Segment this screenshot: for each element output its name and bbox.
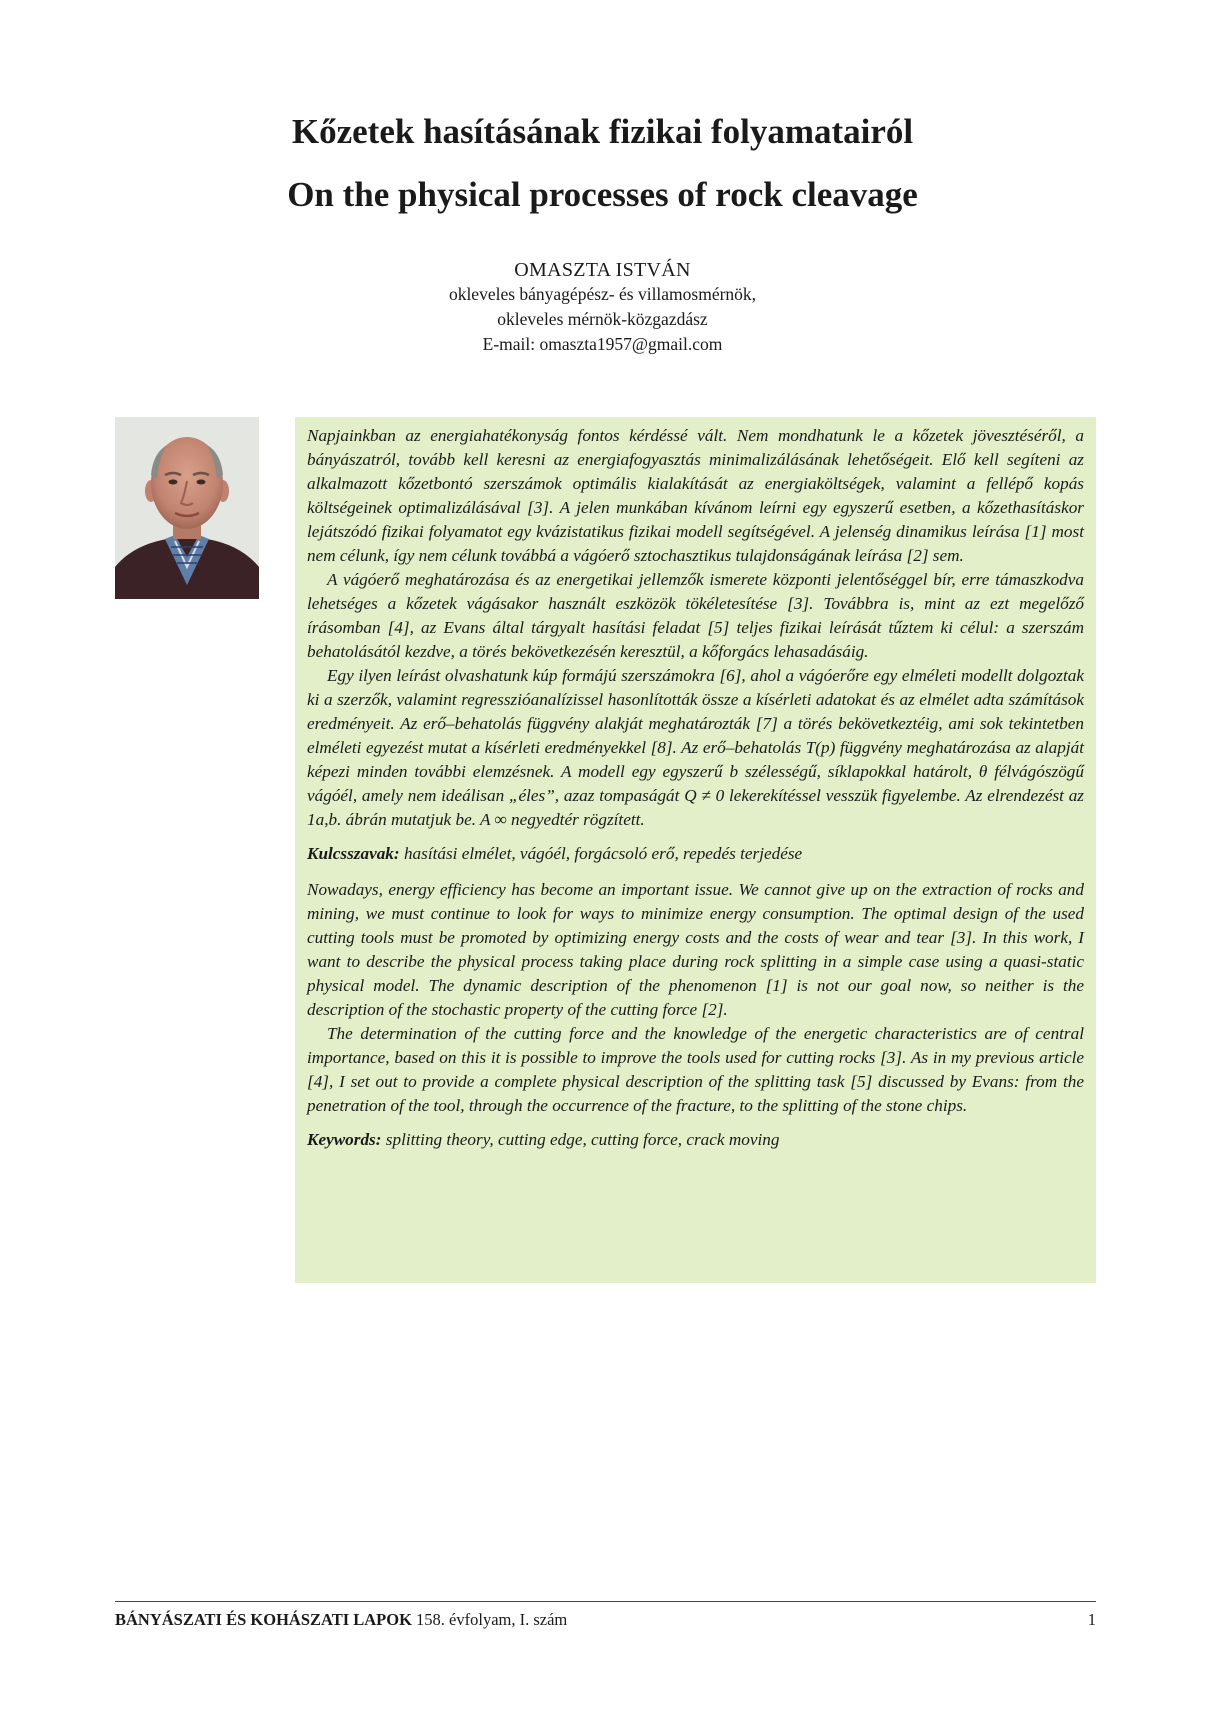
abstract-en-paragraph-2: The determination of the cutting force and the knowledge of the energetic characteristics are of central importance, based on this it is possible to improve the tools used for cutting rocks [3]. As in my previous article [4], I set out to provide a complete physical description of the splitting task [5] discussed by Evans: from the penetration of the tool, through the occurrence of the fracture, to the splitting of the stone chips. bbox=[307, 1024, 1084, 1115]
page-number: 1 bbox=[1087, 1610, 1096, 1629]
author-degree-2: okleveles mérnök-közgazdász bbox=[497, 309, 708, 329]
abstract-en-paragraph-1: Nowadays, energy efficiency has become an important issue. We cannot give up on the extraction of rocks and mining, we must continue to look for ways to minimize energy consumption. The optimal design of the used cutting tools must be promoted by optimizing energy costs and the costs of wear and tear [3]. In this work, I want to describe the physical process taking place during rock splitting in a simple case using a quasi-static physical model. The dynamic description of the phenomenon [1] is not our goal now, so neither is the description of the stochastic property of the cutting force [2]. bbox=[307, 880, 1084, 1019]
author-degree-1: okleveles bányagépész- és villamosmérnök, bbox=[448, 284, 757, 304]
title-english: On the physical processes of rock cleavage bbox=[287, 175, 918, 214]
footer-divider bbox=[115, 1601, 1096, 1602]
keywords-en bbox=[307, 1128, 1084, 1152]
author-block bbox=[0, 258, 1205, 357]
keywords-en-text: splitting theory, cutting edge, cutting force, crack moving bbox=[385, 1130, 780, 1149]
footer-journal bbox=[115, 1610, 567, 1630]
abstract-box bbox=[295, 417, 1096, 1283]
author-photo bbox=[115, 417, 259, 599]
keywords-hu bbox=[307, 842, 1084, 866]
abstract-hu-paragraph-2: A vágóerő meghatározása és az energetikai jellemzők ismerete központi jelentőséggel bír, erre támaszkodva lehetséges a kőzetek vágásakor használt eszközök tökéletesítése [3]. Továbbra is, mint az ezt megelőző írásomban [4], az Evans által tárgyalt hasítási feladat [5] teljes fizikai leírását tűztem ki célul: a szerszám behatolásától kezdve, a törés bekövetkezésén keresztül, a kőforgács lehasadásáig. bbox=[307, 570, 1084, 661]
keywords-hu-text: hasítási elmélet, vágóél, forgácsoló erő, repedés terjedése bbox=[403, 844, 803, 863]
author-email: E-mail: omaszta1957@gmail.com bbox=[482, 334, 723, 354]
keywords-hu-label: Kulcsszavak: bbox=[307, 844, 400, 863]
author-name: OMASZTA ISTVÁN bbox=[514, 259, 691, 281]
footer-journal-name: BÁNYÁSZATI ÉS KOHÁSZATI LAPOK bbox=[115, 1610, 412, 1629]
abstract-hu-paragraph-3: Egy ilyen leírást olvashatunk kúp formájú szerszámokra [6], ahol a vágóerőre egy elméleti modellt dolgoztak ki a szerzők, valamint regresszióanalízissel hasonlították össze a kísérleti adatokat és az elmélet adta számítások eredményeit. Az erő–behatolás függvény alakját meghatározták [7] a törés bekövetkeztéig, ami sok tekintetben elméleti egyezést mutat a kísérleti eredményekkel [8]. Az erő–behatolás T(p) függvény meghatározása az alapját képezi minden további elemzésnek. A modell egy egyszerű b szélességű, síklapokkal határolt, θ félvágószögű vágóél, amely nem ideálisan „éles”, azaz tompaságát Q ≠ 0 lekerekítéssel vesszük figyelembe. Az elrendezést az 1a,b. ábrán mutatjuk be. A ∞ negyedtér rögzített. bbox=[307, 666, 1084, 829]
abstract-hu-paragraph-1: Napjainkban az energiahatékonyság fontos kérdéssé vált. Nem mondhatunk le a kőzetek jövesztéséről, a bányászatról, tovább kell keresni az energiafogyasztás minimalizálásának lehetőségeit. Elő kell segíteni az alkalmazott kőzetbontó szerszámok optimális kialakítását az energiaköltségek, valamint a fellépő kopás költségeinek optimalizálásával [3]. A jelen munkában kívánom leírni egy egyszerű esetben, a kőzethasításkor lejátszódó fizikai folyamatot egy kvázistatikus fizikai modell segítségével. A jelenség dinamikus leírása [1] most nem célunk, így nem célunk továbbá a vágóerő sztochasztikus tulajdonságának leírása [2] sem. bbox=[307, 426, 1084, 565]
keywords-en-label: Keywords: bbox=[307, 1130, 382, 1149]
footer-issue: 158. évfolyam, I. szám bbox=[416, 1610, 568, 1629]
title-hungarian: Kőzetek hasításának fizikai folyamatairól bbox=[291, 112, 914, 151]
